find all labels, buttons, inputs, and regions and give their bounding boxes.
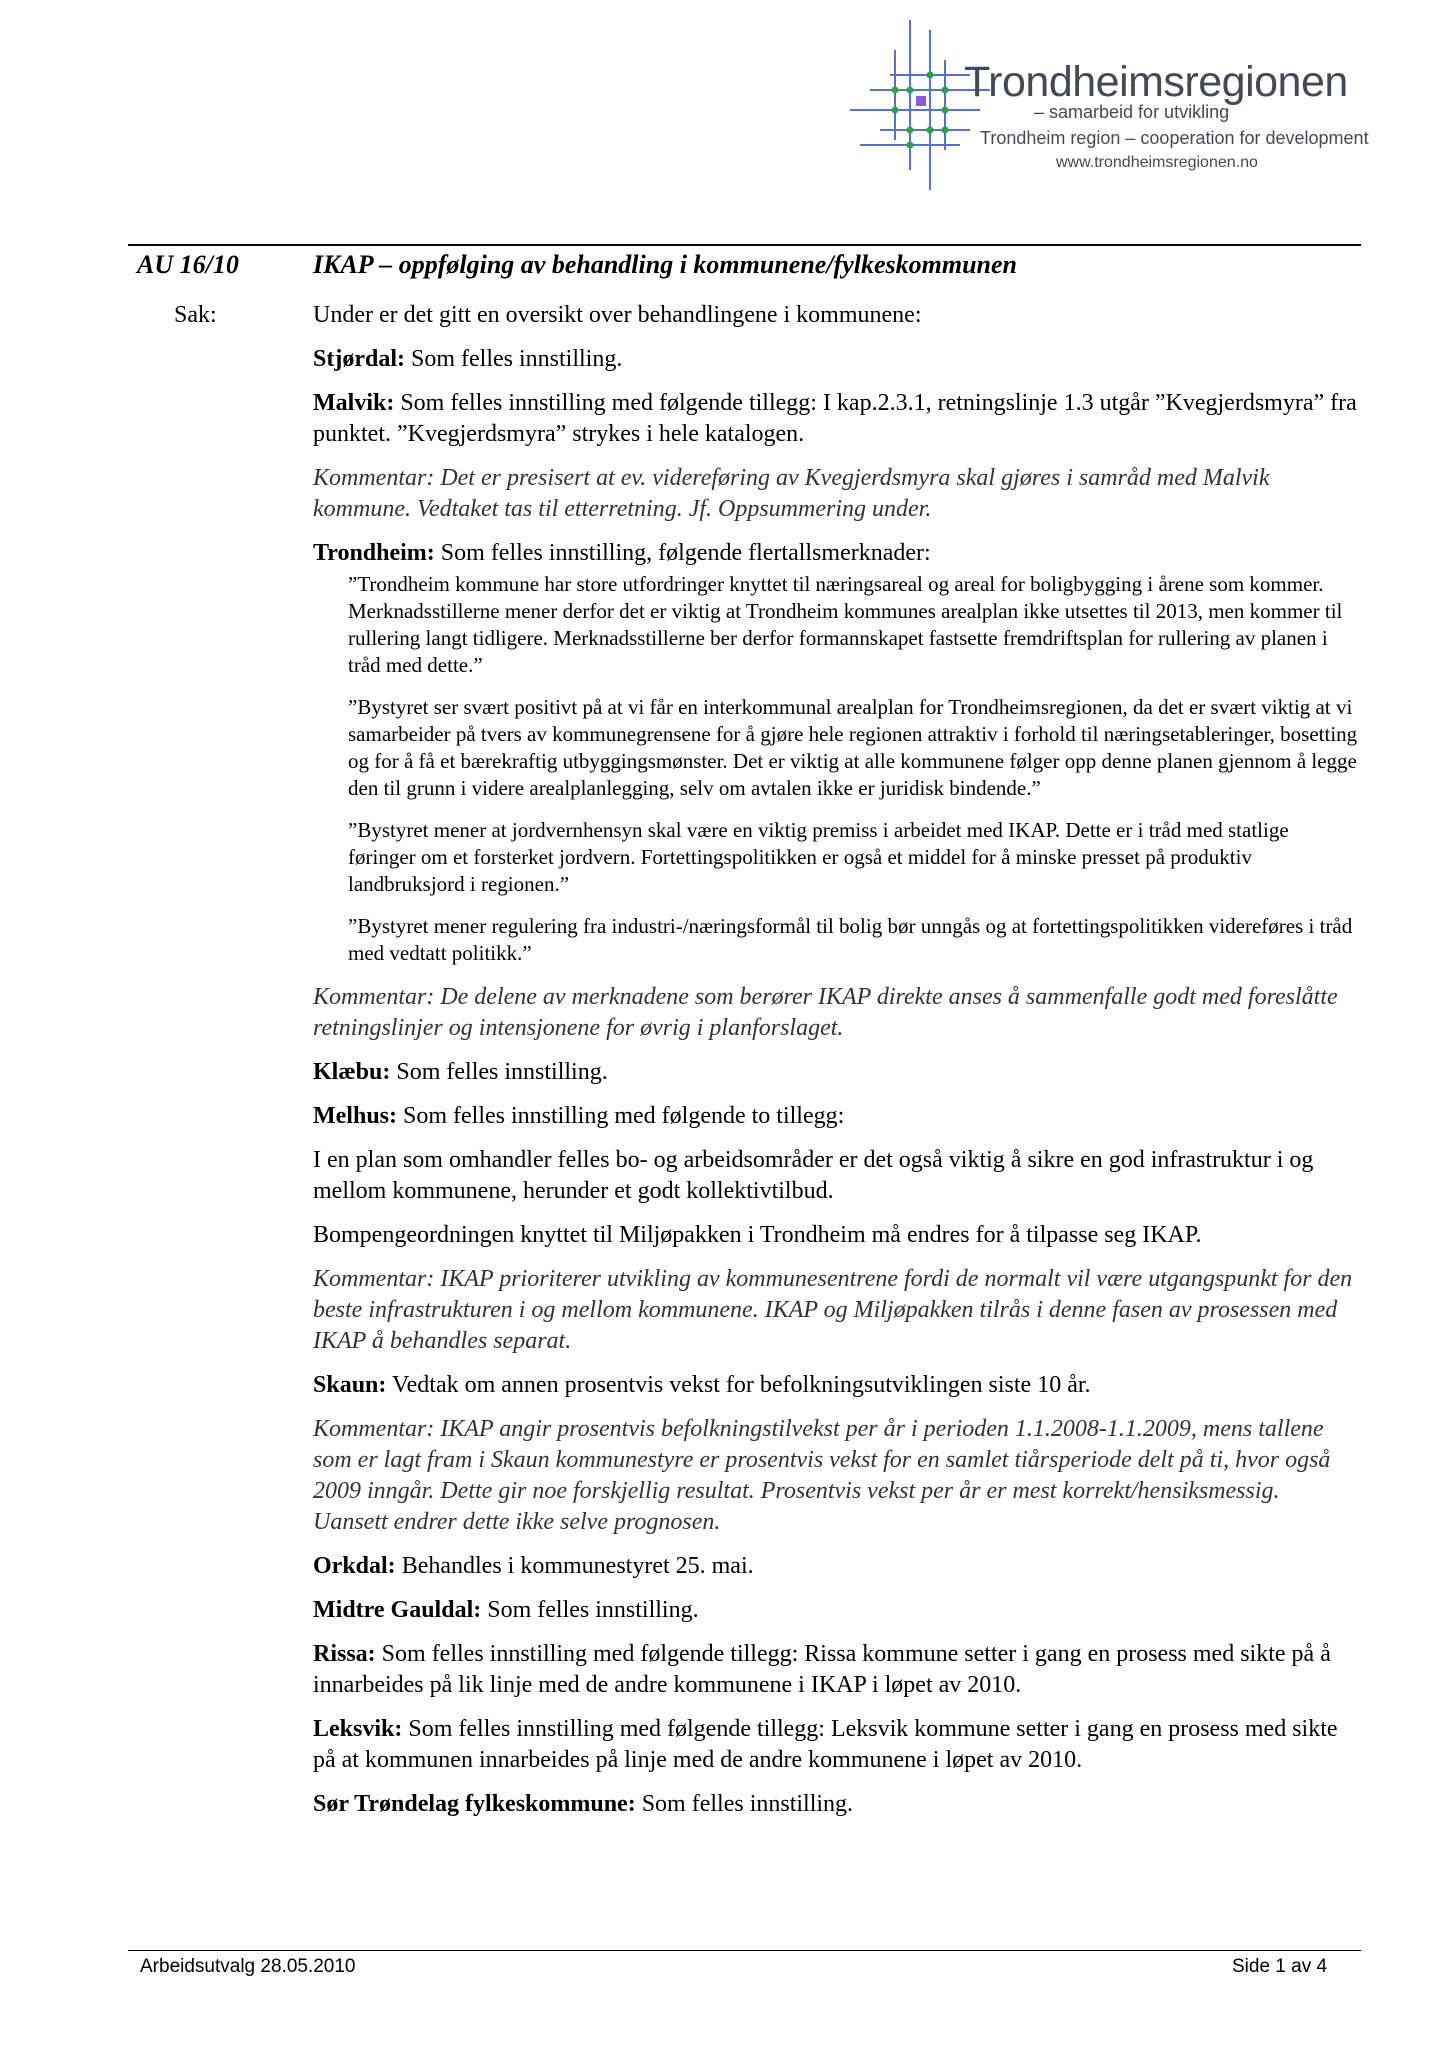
leksvik-label: Leksvik: <box>313 1716 403 1742</box>
rissa-text: Som felles innstilling med følgende tillegg: Rissa kommune setter i gang en prosess med sikte på å innarbeides på lik linje med de andre kommunene i IKAP i løpet av 2010. <box>313 1641 1331 1698</box>
logo-name: Trondheimsregionen <box>964 58 1348 106</box>
case-title: IKAP – oppfølging av behandling i kommunene/fylkeskommunen <box>313 250 1017 279</box>
orkdal-label: Orkdal: <box>313 1553 396 1579</box>
leksvik-text: Som felles innstilling med følgende tillegg: Leksvik kommune setter i gang en prosess med sikte på at kommunen innarbeides på linje med de andre kommunene i løpet av 2010. <box>313 1716 1338 1773</box>
intro-paragraph: Under er det gitt en oversikt over behandlingene i kommunene: <box>313 302 922 328</box>
stjordal-paragraph <box>313 344 1358 375</box>
malvik-paragraph <box>313 388 1358 450</box>
stfk-paragraph <box>313 1789 1358 1820</box>
trondheim-text: Som felles innstilling, følgende flertallsmerknader: <box>434 540 931 566</box>
klaebu-paragraph <box>313 1057 1358 1088</box>
document-body <box>313 300 1358 1833</box>
sak-label: Sak: <box>174 302 217 328</box>
logo-url[interactable]: www.trondheimsregionen.no <box>1056 154 1258 171</box>
logo-tagline: – samarbeid for utvikling <box>1034 102 1230 122</box>
header-divider <box>128 244 1361 246</box>
footer-divider <box>128 1950 1361 1951</box>
skaun-text: Vedtak om annen prosentvis vekst for befolkningsutviklingen siste 10 år. <box>386 1372 1091 1398</box>
skaun-comment: Kommentar: IKAP angir prosentvis befolkningstilvekst per år i perioden 1.1.2008-1.1.2009, mens tallene som er lagt fram i Skaun kommunestyre er prosentvis vekst for en samlet tiårsperiode delt på ti, hvor også 2009 inngår. Dette gir noe forskjellig resultat. Prosentvis vekst per år er mest korrekt/hensiksmessig. Uansett endrer dette ikke selve prognosen. <box>313 1416 1331 1535</box>
case-number: AU 16/10 <box>137 250 239 279</box>
klaebu-label: Klæbu: <box>313 1059 391 1085</box>
midtre-gauldal-label: Midtre Gauldal: <box>313 1597 482 1623</box>
melhus-text: Som felles innstilling med følgende to tillegg: <box>397 1103 845 1129</box>
melhus-addition-2: Bompengeordningen knyttet til Miljøpakken i Trondheim må endres for å tilpasse seg IKAP. <box>313 1222 1202 1248</box>
stjordal-text: Som felles innstilling. <box>405 346 623 372</box>
trondheim-quote-1: ”Trondheim kommune har store utfordringer knyttet til næringsareal og areal for boligbygging i årene som kommer. Merknadsstillerne mener derfor det er viktig at Trondheim kommunes arealplan ikke utsettes til 2013, men kommer til rullering langt tidligere. Merknadsstillerne ber derfor formannskapet fastsette fremdriftsplan for rullering av planen i tråd med dette.” <box>348 572 1343 677</box>
skaun-label: Skaun: <box>313 1372 387 1398</box>
melhus-label: Melhus: <box>313 1103 397 1129</box>
malvik-comment: Kommentar: Det er presisert at ev. videreføring av Kvegjerdsmyra skal gjøres i samråd med Malvik kommune. Vedtaket tas til etterretning. Jf. Oppsummering under. <box>313 465 1270 522</box>
orkdal-text: Behandles i kommunestyret 25. mai. <box>395 1553 754 1579</box>
orkdal-paragraph <box>313 1551 1358 1582</box>
rissa-label: Rissa: <box>313 1641 376 1667</box>
logo-english: Trondheim region – cooperation for development <box>980 128 1369 148</box>
footer-meeting-date: Arbeidsutvalg 28.05.2010 <box>140 1956 356 1977</box>
trondheim-paragraph <box>313 538 1358 569</box>
melhus-comment: Kommentar: IKAP prioriterer utvikling av kommunesentrene fordi de normalt vil være utgangspunkt for den beste infrastrukturen i og mellom kommunene. IKAP og Miljøpakken tilrås i denne fasen av prosessen med IKAP å behandles separat. <box>313 1266 1353 1354</box>
skaun-paragraph <box>313 1370 1358 1401</box>
rissa-paragraph <box>313 1639 1358 1701</box>
trondheim-quote-3: ”Bystyret mener at jordvernhensyn skal være en viktig premiss i arbeidet med IKAP. Dette er i tråd med statlige føringer om et forsterket jordvern. Fortettingspolitikken er også et middel for å minske presset på produktiv landbruksjord i regionen.” <box>348 818 1289 896</box>
footer-page-number: Side 1 av 4 <box>1232 1956 1328 1977</box>
melhus-paragraph <box>313 1101 1358 1132</box>
trondheim-quote-4: ”Bystyret mener regulering fra industri-/næringsformål til bolig bør unngås og at fortettingspolitikken videreføres i tråd med vedtatt politikk.” <box>348 914 1353 965</box>
midtre-gauldal-paragraph <box>313 1595 1358 1626</box>
stjordal-label: Stjørdal: <box>313 346 405 372</box>
stfk-label: Sør Trøndelag fylkeskommune: <box>313 1791 636 1817</box>
trondheimsregionen-logo <box>850 20 1370 190</box>
malvik-label: Malvik: <box>313 390 395 416</box>
trondheim-label: Trondheim: <box>313 540 435 566</box>
klaebu-text: Som felles innstilling. <box>390 1059 608 1085</box>
stfk-text: Som felles innstilling. <box>635 1791 854 1817</box>
melhus-addition-1: I en plan som omhandler felles bo- og arbeidsområder er det også viktig å sikre en god infrastruktur i og mellom kommunene, herunder et godt kollektivtilbud. <box>313 1147 1314 1204</box>
trondheim-comment: Kommentar: De delene av merknadene som berører IKAP direkte anses å sammenfalle godt med foreslåtte retningslinjer og intensjonene for øvrig i planforslaget. <box>313 984 1338 1041</box>
malvik-text: Som felles innstilling med følgende tillegg: I kap.2.3.1, retningslinje 1.3 utgår ”Kvegjerdsmyra” fra punktet. ”Kvegjerdsmyra” strykes i hele katalogen. <box>313 390 1357 447</box>
trondheim-quote-2: ”Bystyret ser svært positivt på at vi får en interkommunal arealplan for Trondheimsregionen, da det er svært viktig at vi samarbeider på tvers av kommunegrensene for å gjøre hele regionen attraktiv i forhold til næringsetableringer, bosetting og for å få et bærekraftig utbyggingsmønster. Det er viktig at alle kommunene følger opp denne planen gjennom å legge den til grunn i videre arealplanlegging, selv om avtalen ikke er juridisk bindende.” <box>348 695 1358 800</box>
midtre-gauldal-text: Som felles innstilling. <box>481 1597 699 1623</box>
leksvik-paragraph <box>313 1714 1358 1776</box>
